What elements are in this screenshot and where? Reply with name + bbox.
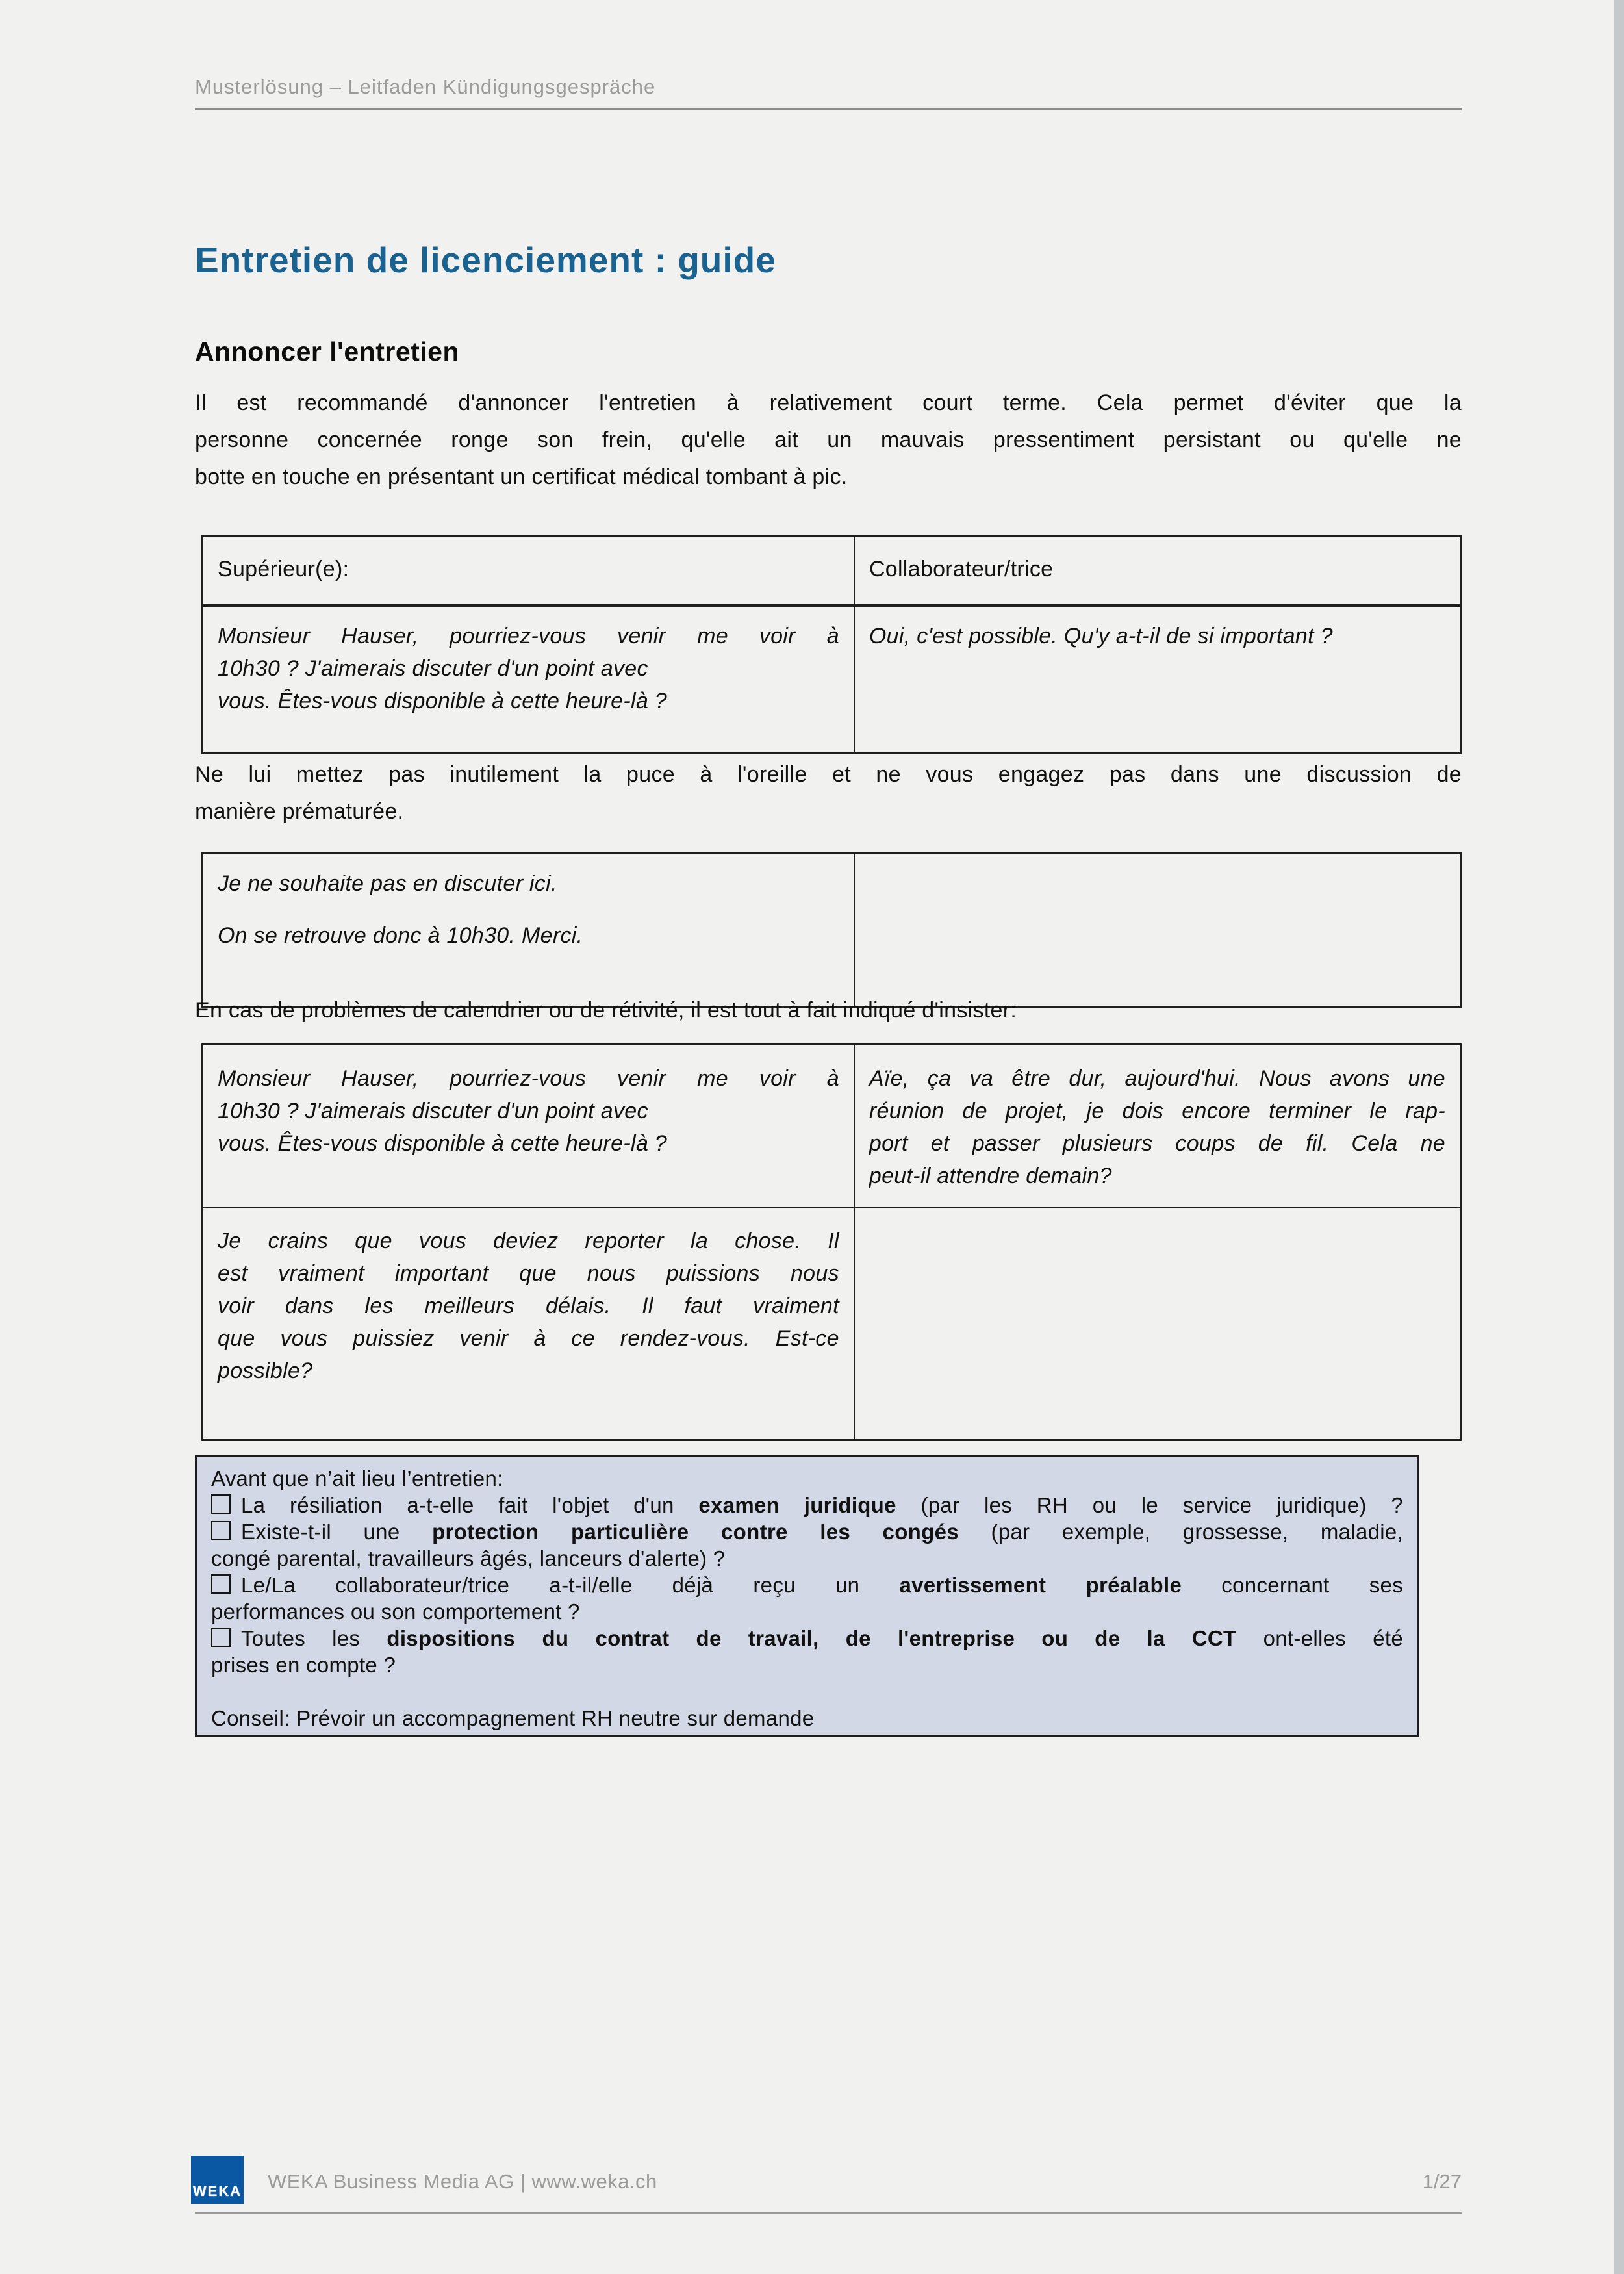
- text-line: Monsieur Hauser, pourriez-vous venir me voir à: [218, 1066, 839, 1091]
- page-right-edge: [1614, 0, 1624, 2274]
- text-line: port et passer plusieurs coups de fil. Cela ne: [869, 1131, 1445, 1156]
- checkbox-icon: [211, 1628, 231, 1647]
- superior-quote-cell: [203, 1045, 854, 1208]
- text-line: En cas de problèmes de calendrier ou de rétivité, il est tout à fait indiqué d'insister:: [195, 998, 1017, 1023]
- text-line: [211, 1678, 1403, 1705]
- text-line: Toutes les dispositions du contrat de travail, de l'entreprise ou de la CCT ont-elles été: [211, 1625, 1403, 1652]
- superior-column-header: Supérieur(e):: [203, 537, 854, 606]
- text-line: La résiliation a-t-elle fait l'objet d'un examen juridique (par les RH ou le service juridique) ?: [211, 1492, 1403, 1518]
- text-line: possible?: [218, 1359, 313, 1383]
- text-line: est vraiment important que nous puissions nous: [218, 1261, 839, 1286]
- collaborator-column-header: Collaborateur/trice: [854, 537, 1461, 606]
- weka-logo-text: WEKA: [192, 2183, 242, 2199]
- text-line: voir dans les meilleurs délais. Il faut vraiment: [218, 1294, 839, 1318]
- insist-paragraph: [195, 992, 1462, 1029]
- text-line: que vous puissiez venir à ce rendez-vous. Est-ce: [218, 1326, 839, 1351]
- text-line: Ne lui mettez pas inutilement la puce à l'oreille et ne vous engagez pas dans une discussion de: [195, 762, 1462, 787]
- text-line: Avant que n’ait lieu l’entretien:: [211, 1466, 503, 1490]
- text-line: On se retrouve donc à 10h30. Merci.: [218, 923, 583, 948]
- running-header: Musterlösung – Leitfaden Kündigungsgespräche: [195, 75, 656, 98]
- superior-quote-cell: [203, 854, 854, 1008]
- superior-quote-cell: [203, 1207, 854, 1440]
- table-row: [203, 1045, 1461, 1208]
- text-line: Monsieur Hauser, pourriez-vous venir me voir à: [218, 624, 839, 648]
- text-line: peut-il attendre demain?: [869, 1164, 1112, 1188]
- collaborator-quote-cell: [854, 1207, 1461, 1440]
- section-heading: Annoncer l'entretien: [195, 337, 460, 366]
- text-line: Je ne souhaite pas en discuter ici.: [218, 871, 557, 896]
- text-line: manière prématurée.: [195, 799, 404, 824]
- refuse-discussion-table: [201, 852, 1462, 1008]
- collaborator-quote-cell: [854, 1045, 1461, 1208]
- text-line: prises en compte ?: [211, 1653, 396, 1677]
- checkbox-icon: [211, 1521, 231, 1540]
- page-title: Entretien de licenciement : guide: [195, 240, 776, 280]
- collaborator-quote-cell: [854, 854, 1461, 1008]
- table-header-row: [203, 537, 1461, 606]
- pre-interview-checklist-box: [195, 1455, 1419, 1737]
- text-line: Oui, c'est possible. Qu'y a-t-il de si important ?: [869, 624, 1333, 648]
- text-line: vous. Êtes-vous disponible à cette heure-là ?: [218, 1131, 668, 1156]
- text-line: botte en touche en présentant un certificat médical tombant à pic.: [195, 465, 848, 489]
- text-line: congé parental, travailleurs âgés, lanceurs d'alerte) ?: [211, 1546, 726, 1570]
- text-line: réunion de projet, je dois encore terminer le rap-: [869, 1099, 1445, 1123]
- table-row: [203, 1207, 1461, 1440]
- intro-paragraph: [195, 385, 1462, 496]
- no-hint-paragraph: [195, 756, 1462, 830]
- collaborator-quote-cell: [854, 606, 1461, 754]
- text-line: 10h30 ? J'aimerais discuter d'un point avec: [218, 1099, 648, 1123]
- superior-quote-cell: [203, 606, 854, 754]
- text-line: Conseil: Prévoir un accompagnement RH neutre sur demande: [211, 1706, 815, 1730]
- checkbox-icon: [211, 1494, 231, 1514]
- text-line: performances ou son comportement ?: [211, 1600, 580, 1624]
- text-line: vous. Êtes-vous disponible à cette heure-là ?: [218, 689, 668, 713]
- text-line: Aïe, ça va être dur, aujourd'hui. Nous avons une: [869, 1066, 1445, 1091]
- footer-divider: [195, 2212, 1462, 2214]
- footer-company-text: WEKA Business Media AG | www.weka.ch: [268, 2170, 657, 2193]
- text-line: Le/La collaborateur/trice a-t-il/elle déjà reçu un avertissement préalable concernant ses: [211, 1572, 1403, 1598]
- header-divider: [195, 108, 1462, 110]
- insist-dialogue-table: [201, 1043, 1462, 1441]
- text-line: Il est recommandé d'annoncer l'entretien à relativement court terme. Cela permet d'éviter que la: [195, 390, 1462, 415]
- announce-dialogue-table: [201, 535, 1462, 754]
- table-row: [203, 854, 1461, 1008]
- checkbox-icon: [211, 1574, 231, 1594]
- text-line: 10h30 ? J'aimerais discuter d'un point avec: [218, 656, 648, 681]
- weka-logo: [191, 2156, 244, 2204]
- text-line: personne concernée ronge son frein, qu'elle ait un mauvais pressentiment persistant ou qu'elle ne: [195, 428, 1462, 452]
- text-line: Existe-t-il une protection particulière contre les congés (par exemple, grossesse, maladie,: [211, 1518, 1403, 1545]
- text-line: Je crains que vous deviez reporter la chose. Il: [218, 1229, 839, 1253]
- table-row: [203, 606, 1461, 754]
- page-number: 1/27: [1422, 2170, 1462, 2193]
